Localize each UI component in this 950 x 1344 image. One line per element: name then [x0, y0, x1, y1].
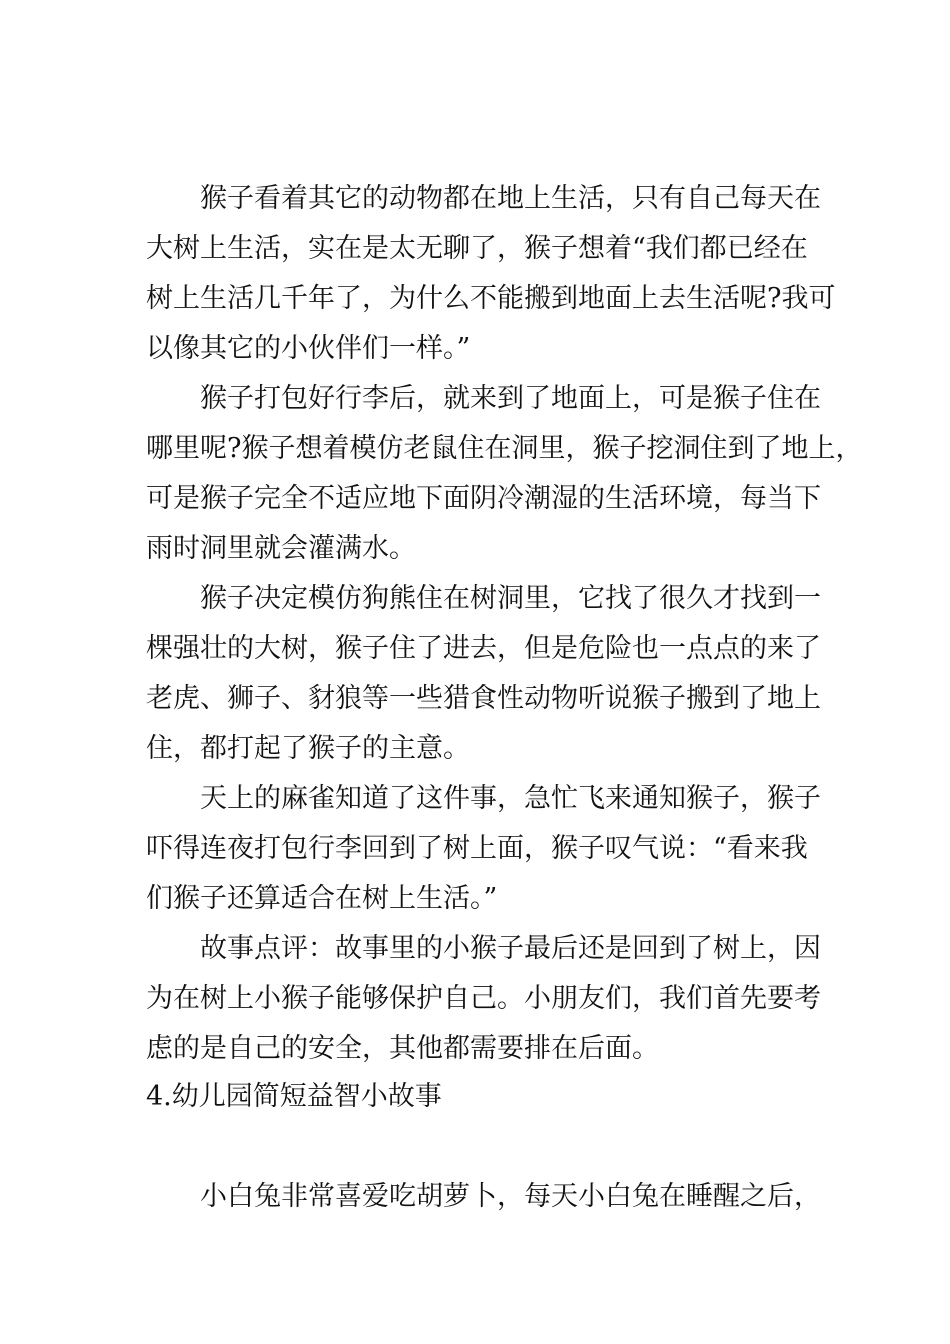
- paragraph-5-line-2: 为在树上小猴子能够保护自己。小朋友们，我们首先要考: [146, 983, 821, 1014]
- section-heading: 4.幼儿园简短益智小故事: [146, 1081, 442, 1112]
- paragraph-2-line-4: 雨时洞里就会灌满水。: [146, 533, 416, 564]
- paragraph-4-line-3: 们猴子还算适合在树上生活。”: [146, 883, 498, 914]
- paragraph-2-line-1: 猴子打包好行李后，就来到了地面上，可是猴子住在: [200, 383, 821, 414]
- paragraph-1-line-1: 猴子看着其它的动物都在地上生活，只有自己每天在: [200, 183, 821, 214]
- paragraph-1-line-3: 树上生活几千年了，为什么不能搬到地面上去生活呢?我可: [146, 283, 836, 314]
- paragraph-1-line-4: 以像其它的小伙伴们一样。”: [146, 333, 471, 364]
- paragraph-1-line-2: 大树上生活，实在是太无聊了，猴子想着“我们都已经在: [146, 233, 808, 264]
- paragraph-5-line-3: 虑的是自己的安全，其他都需要排在后面。: [146, 1033, 659, 1064]
- paragraph-6-line-1: 小白兔非常喜爱吃胡萝卜，每天小白兔在睡醒之后，: [200, 1181, 821, 1212]
- paragraph-3-line-4: 住，都打起了猴子的主意。: [146, 733, 470, 764]
- paragraph-3-line-3: 老虎、狮子、豺狼等一些猎食性动物听说猴子搬到了地上: [146, 683, 821, 714]
- paragraph-4-line-2: 吓得连夜打包行李回到了树上面，猴子叹气说：“看来我: [146, 833, 808, 864]
- paragraph-2-line-3: 可是猴子完全不适应地下面阴冷潮湿的生活环境，每当下: [146, 483, 821, 514]
- paragraph-4-line-1: 天上的麻雀知道了这件事，急忙飞来通知猴子，猴子: [200, 783, 821, 814]
- paragraph-2-line-2: 哪里呢?猴子想着模仿老鼠住在洞里，猴子挖洞住到了地上，: [146, 433, 863, 464]
- paragraph-5-line-1: 故事点评：故事里的小猴子最后还是回到了树上，因: [200, 933, 821, 964]
- paragraph-3-line-1: 猴子决定模仿狗熊住在树洞里，它找了很久才找到一: [200, 583, 821, 614]
- paragraph-3-line-2: 棵强壮的大树，猴子住了进去，但是危险也一点点的来了: [146, 633, 821, 664]
